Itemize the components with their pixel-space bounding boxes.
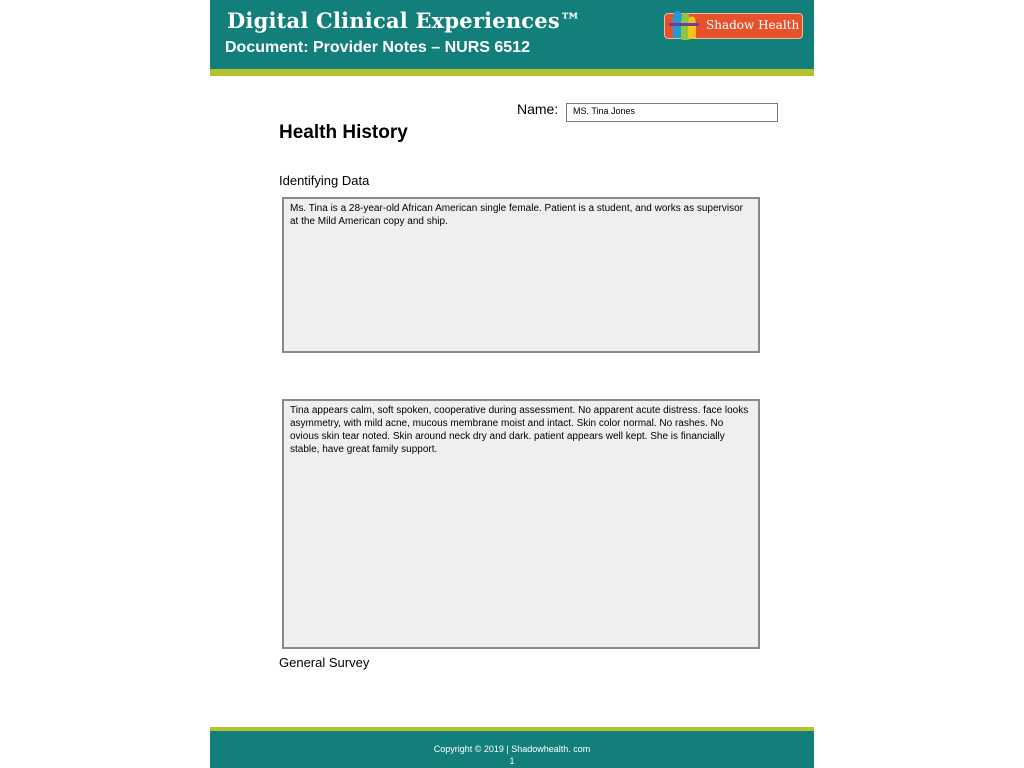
general-survey-label: General Survey	[279, 655, 370, 670]
document-footer	[210, 731, 814, 768]
header-title: Digital Clinical Experiences™	[227, 8, 582, 33]
footer-copyright: Copyright © 2019 | Shadowhealth. com	[433, 744, 591, 754]
logo-text: Shadow Health	[706, 18, 800, 32]
shadow-health-logo	[662, 10, 803, 42]
header-subtitle: Document: Provider Notes – NURS 6512	[225, 39, 530, 56]
page-number: 1	[509, 756, 515, 766]
section-title: Health History	[279, 122, 408, 143]
header-accent-stripe	[210, 69, 814, 76]
document-page	[210, 0, 814, 768]
name-label: Name:	[517, 101, 559, 117]
document-header	[210, 0, 814, 69]
identifying-data-label: Identifying Data	[279, 173, 370, 188]
identifying-data-textbox[interactable]: Ms. Tina is a 28-year-old African American single female. Patient is a student, and works as supervisor at the Mild American copy and ship.	[282, 197, 760, 353]
general-survey-textbox[interactable]: Tina appears calm, soft spoken, cooperative during assessment. No apparent acute distress. face looks asymmetry, with mild acne, mucous membrane moist and intact. Skin color normal. No rashes. No ovious skin tear noted. Skin around neck dry and dark. patient appears well kept. She is financially stable, have great family support.	[282, 399, 760, 649]
people-figures-icon	[662, 10, 704, 42]
patient-name-field[interactable]: MS. Tina Jones	[566, 103, 778, 122]
